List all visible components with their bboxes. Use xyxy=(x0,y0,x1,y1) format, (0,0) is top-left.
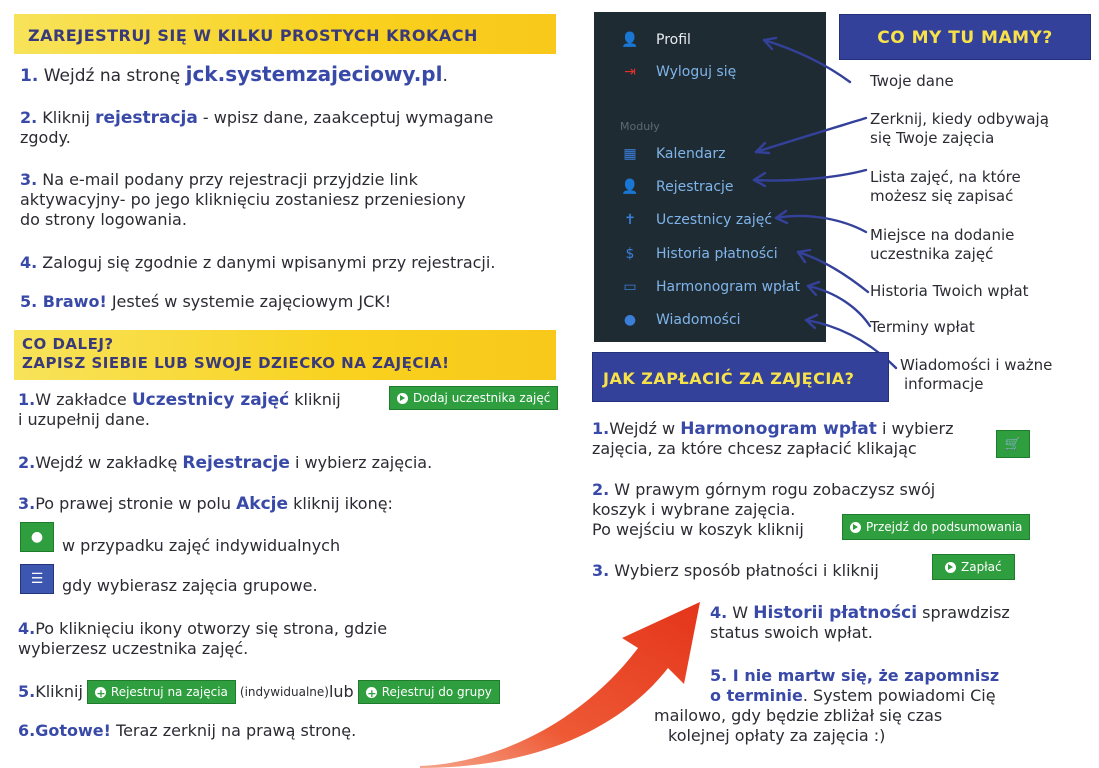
label-messages: Wiadomości i ważne informacje xyxy=(900,356,1053,393)
next-step-3-option-1: w przypadku zajęć indywidualnych xyxy=(62,536,341,555)
payment-header: JAK ZAPŁACIĆ ZA ZAJĘCIA? xyxy=(592,352,889,402)
features-header: CO MY TU MAMY? xyxy=(839,14,1091,60)
menu-item-rejestracje[interactable]: 👤 Rejestracje xyxy=(621,179,734,195)
pay-step-2: 2. W prawym górnym rogu zobaczysz swój koszyk i wybrane zajęcia. Po wejściu w koszyk kliknij xyxy=(592,480,936,539)
user-icon: ● xyxy=(30,529,44,545)
menu-item-wyloguj[interactable]: ⇥ Wyloguj się xyxy=(594,64,736,80)
register-step-2: 2. Kliknij rejestracja - wpisz dane, zaakceptuj wymagane zgody. xyxy=(20,108,494,147)
plus-circle-icon xyxy=(95,687,106,698)
next-step-6: 6.Gotowe! Teraz zerknij na prawą stronę. xyxy=(18,721,357,740)
register-step-1: 1. Wejdź na stronę jck.systemzajeciowy.pl. xyxy=(20,62,448,86)
menu-item-wiadomosci[interactable]: ● Wiadomości xyxy=(594,312,741,328)
label-participants: Miejsce na dodanie uczestnika zajęć xyxy=(870,226,1015,263)
cart-button[interactable] xyxy=(996,430,1030,458)
menu-section-label: Moduły xyxy=(620,120,660,133)
arrow-circle-icon xyxy=(850,522,861,533)
arrow-circle-icon xyxy=(397,393,408,404)
logout-icon: ⇥ xyxy=(624,64,636,80)
register-step-4: 4. Zaloguj się zgodnie z danymi wpisanymi przy rejestracji. xyxy=(20,253,496,272)
register-step-3: 3. Na e-mail podany przy rejestracji przyjdzie link aktywacyjny- po jego kliknięciu zostaniesz przeniesiony do strony logowania. xyxy=(20,170,466,229)
cart-icon: 🛒 xyxy=(1004,436,1022,452)
pay-step-4: 4. W Historii płatności sprawdzisz status swoich wpłat. xyxy=(710,603,1010,642)
label-registrations: Lista zajęć, na które możesz się zapisać xyxy=(870,168,1021,205)
pay-step-1: 1.Wejdź w Harmonogram wpłat i wybierz zajęcia, za które chcesz zapłacić klikając xyxy=(592,419,954,458)
arrow-to-profil xyxy=(764,40,850,82)
sitemap-icon: ☰ xyxy=(30,571,44,587)
register-group-button[interactable]: + Rejestruj do grupy xyxy=(358,680,500,704)
user-icon: 👤 xyxy=(621,32,639,48)
menu-item-kalendarz[interactable]: ▦ Kalendarz xyxy=(594,146,725,162)
calendar-icon: ▭ xyxy=(623,279,637,295)
pay-step-3: 3. Wybierz sposób płatności i kliknij xyxy=(592,561,879,580)
next-step-3: 3.Po prawej stronie w polu Akcje kliknij ikonę: xyxy=(18,494,393,514)
next-step-2: 2.Wejdź w zakładkę Rejestracje i wybierz zajęcia. xyxy=(18,453,433,473)
next-step-5: 5. Kliknij + Rejestruj na zajęcia (indywidualne) lub + Rejestruj do grupy xyxy=(18,680,500,704)
arrow-circle-icon xyxy=(945,562,956,573)
arrow-to-harmonogram xyxy=(808,286,870,326)
chat-icon: ● xyxy=(623,312,637,328)
menu-pointer-arrows xyxy=(740,30,900,370)
calendar-icon: ▦ xyxy=(623,146,637,162)
arrow-to-uczestnicy xyxy=(776,216,866,232)
next-step-4: 4.Po kliknięciu ikony otworzy się strona, gdzie wybierzesz uczestnika zajęć. xyxy=(18,619,388,658)
add-participant-button[interactable]: Dodaj uczestnika zajęć xyxy=(389,386,558,410)
user-icon: 👤 xyxy=(621,179,639,195)
next-step-1: 1.W zakładce Uczestnicy zajęć kliknij i uzupełnij dane. xyxy=(18,390,341,429)
pay-button[interactable]: Zapłać xyxy=(932,554,1015,580)
menu-item-historia[interactable]: $ Historia płatności xyxy=(594,246,778,262)
register-individual-button[interactable]: + Rejestruj na zajęcia xyxy=(87,680,236,704)
plus-circle-icon xyxy=(366,687,377,698)
arrow-to-rejestracje xyxy=(754,170,866,181)
label-payment-history: Historia Twoich wpłat xyxy=(870,282,1029,300)
dollar-icon: $ xyxy=(625,246,635,262)
menu-item-uczestnicy[interactable]: ✝ Uczestnicy zajęć xyxy=(594,212,772,228)
register-step-5: 5. Brawo! Jesteś w systemie zajęciowym JCK! xyxy=(20,292,392,311)
next-steps-header: CO DALEJ? ZAPISZ SIEBIE LUB SWOJE DZIECKO NA ZAJĘCIA! xyxy=(14,330,556,380)
go-to-summary-button[interactable]: Przejdź do podsumowania xyxy=(842,514,1030,540)
label-payment-schedule: Terminy wpłat xyxy=(870,318,975,336)
label-calendar: Zerknij, kiedy odbywają się Twoje zajęcia xyxy=(870,110,1049,147)
menu-item-profil[interactable]: 👤 Profil xyxy=(621,32,691,48)
register-header: ZAREJESTRUJ SIĘ W KILKU PROSTYCH KROKACH xyxy=(14,14,556,54)
next-step-3-option-2: gdy wybierasz zajęcia grupowe. xyxy=(62,576,318,595)
person-icon: ✝ xyxy=(624,212,636,228)
pay-step-5: 5. I nie martw się, że zapomnisz o terminie. System powiadomi Cię mailowo, gdy będzie zbliżał się czas kolejnej opłaty za zajęcia :) xyxy=(654,666,1000,745)
individual-icon-button[interactable] xyxy=(20,522,54,552)
label-profile: Twoje dane xyxy=(870,72,954,90)
menu-item-harmonogram[interactable]: ▭ Harmonogram wpłat xyxy=(594,279,800,295)
group-icon-button[interactable] xyxy=(20,564,54,594)
site-link[interactable]: jck.systemzajeciowy.pl xyxy=(185,62,443,86)
arrow-to-kalendarz xyxy=(756,118,866,152)
